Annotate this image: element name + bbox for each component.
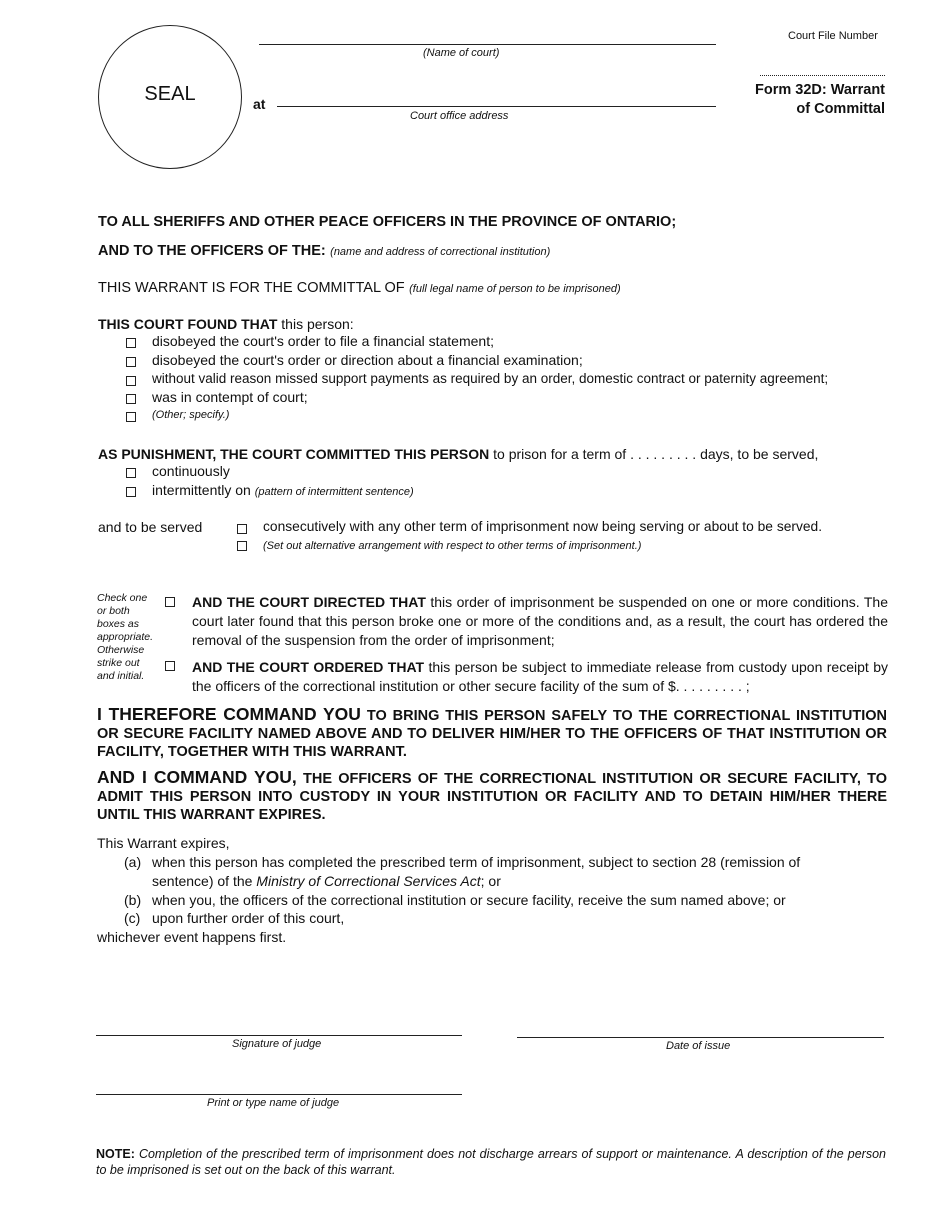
at-label: at	[253, 96, 266, 112]
command-admit-lead: AND I COMMAND YOU,	[97, 767, 297, 787]
court-name-line	[259, 44, 716, 45]
court-name-caption: (Name of court)	[423, 47, 500, 59]
expiry-b-label: (b)	[124, 892, 142, 908]
side-note-line: appropriate.	[97, 631, 154, 643]
judge-name-caption: Print or type name of judge	[207, 1097, 340, 1109]
release-checkbox[interactable]	[165, 661, 175, 671]
punishment-lead-bold: AS PUNISHMENT, THE COURT COMMITTED THIS PERSON	[98, 446, 490, 462]
court-address-caption: Court office address	[410, 110, 509, 122]
warrant-for	[98, 279, 621, 298]
continuously-label: continuously	[152, 463, 230, 479]
suspended-paragraph	[192, 593, 888, 650]
suspended-rest: this order of imprisonment be suspended on one or more conditions. The court later found that this person broke one or more of the conditions and, as a result, the court has ordered the removal of the suspension from the order of imprisonment;	[192, 594, 888, 648]
checkbox[interactable]	[126, 376, 136, 386]
checkbox[interactable]	[126, 338, 136, 348]
expiry-a-line1: when this person has completed the prescribed term of imprisonment, subject to section 28 (remission of	[152, 854, 801, 870]
form-number: Form 32D: Warrant	[755, 82, 885, 98]
warrant-for-label: THIS WARRANT IS FOR THE COMMITTAL OF	[98, 280, 405, 296]
checkbox[interactable]	[237, 524, 247, 534]
release-bold: AND THE COURT ORDERED THAT	[192, 659, 425, 675]
side-note-line: and initial.	[97, 670, 145, 682]
command-bring	[97, 705, 887, 761]
side-note-line: boxes as	[97, 618, 140, 630]
seal-circle	[98, 25, 242, 169]
date-of-issue-caption: Date of issue	[666, 1040, 731, 1052]
finding-option-text: (Other; specify.)	[152, 409, 230, 421]
form-title: of Committal	[796, 101, 885, 117]
finding-option-text: disobeyed the court's order or direction about a financial examination;	[152, 352, 583, 368]
intermittently-hint: (pattern of intermittent sentence)	[254, 486, 414, 498]
expiry-b-text: when you, the officers of the correctional institution or secure facility, receive the sum named above; or	[152, 892, 786, 908]
judge-signature-line[interactable]	[96, 1035, 462, 1036]
judge-name-line[interactable]	[96, 1094, 462, 1095]
release-rest: this person be subject to immediate release from custody upon receipt by the officers of the correctional institution or other secure facility of the sum of $. . . . . . . . . ;	[192, 659, 888, 694]
suspended-bold: AND THE COURT DIRECTED THAT	[192, 594, 426, 610]
served-label: and to be served	[98, 519, 203, 535]
punishment-lead	[98, 445, 818, 464]
release-paragraph	[192, 658, 888, 696]
intermittently-text	[152, 482, 414, 498]
note-label: NOTE:	[96, 1147, 135, 1161]
court-address-line	[277, 106, 716, 107]
salutation-officers	[98, 242, 550, 260]
officers-hint: (name and address of correctional institution)	[330, 246, 551, 258]
command-admit-text: THE OFFICERS OF THE CORRECTIONAL INSTITUTION OR SECURE FACILITY, TO ADMIT THIS PERSON INTO CUSTODY IN YOUR INSTITUTION OR FACILITY AND TO DETAIN HIM/HER THERE UNTIL THIS WARRANT EXPIRES.	[97, 771, 887, 823]
date-of-issue-line[interactable]	[517, 1037, 884, 1038]
act-name: Ministry of Correctional Services Act	[256, 873, 481, 889]
note-text: Completion of the prescribed term of imprisonment does not discharge arrears of support or maintenance. A description of the person to be imprisoned is set out on the back of this warrant.	[96, 1147, 886, 1177]
salutation-to-all: TO ALL SHERIFFS AND OTHER PEACE OFFICERS IN THE PROVINCE OF ONTARIO;	[98, 214, 677, 230]
checkbox[interactable]	[126, 412, 136, 422]
expiry-a-line2	[152, 872, 501, 891]
findings-lead-rest: this person:	[281, 316, 354, 332]
warrant-for-hint: (full legal name of person to be imprisoned)	[409, 283, 621, 295]
expiry-a-line2-start: sentence) of the	[152, 873, 253, 889]
court-file-label: Court File Number	[788, 30, 878, 42]
alternative-label: (Set out alternative arrangement with respect to other terms of imprisonment.)	[263, 540, 642, 552]
side-note-line: Check one	[97, 592, 148, 604]
side-note-line: strike out	[97, 657, 140, 669]
finding-option-text: without valid reason missed support payments as required by an order, domestic contract or paternity agreement;	[152, 371, 829, 386]
punishment-lead-rest: to prison for a term of . . . . . . . . . days, to be served,	[493, 446, 819, 462]
judge-signature-caption: Signature of judge	[232, 1038, 322, 1050]
expiry-c-label: (c)	[124, 910, 141, 926]
expiry-c-text: upon further order of this court,	[152, 910, 345, 926]
findings-lead	[98, 315, 354, 334]
expiry-a-line2-end: ; or	[480, 873, 501, 889]
side-note-line: or both	[97, 605, 130, 617]
court-file-number-line	[760, 75, 885, 76]
checkbox[interactable]	[237, 541, 247, 551]
check-side-note	[97, 592, 169, 683]
note	[96, 1146, 886, 1178]
suspended-checkbox[interactable]	[165, 597, 175, 607]
consecutive-label: consecutively with any other term of imprisonment now being serving or about to be served.	[263, 519, 823, 534]
intermittently-label: intermittently on	[152, 482, 251, 498]
command-bring-text: TO BRING THIS PERSON SAFELY TO THE CORRECTIONAL INSTITUTION OR SECURE FACILITY NAMED ABOVE AND TO DELIVER HIM/HER TO THE OFFICERS OF THAT INSTITUTION OR FACILITY, TOGETHER WITH THIS WARRANT.	[97, 708, 887, 760]
officers-label: AND TO THE OFFICERS OF THE:	[98, 243, 326, 259]
checkbox[interactable]	[126, 468, 136, 478]
findings-lead-bold: THIS COURT FOUND THAT	[98, 316, 278, 332]
side-note-line: Otherwise	[97, 644, 145, 656]
command-bring-lead: I THEREFORE COMMAND YOU	[97, 704, 361, 724]
expiry-a-label: (a)	[124, 854, 142, 870]
finding-option-text: disobeyed the court's order to file a financial statement;	[152, 333, 494, 349]
expiry-closing: whichever event happens first.	[97, 929, 287, 945]
checkbox[interactable]	[126, 394, 136, 404]
expiry-lead: This Warrant expires,	[97, 835, 230, 851]
finding-option-text: was in contempt of court;	[152, 389, 308, 405]
command-admit	[97, 768, 887, 824]
checkbox[interactable]	[126, 357, 136, 367]
checkbox[interactable]	[126, 487, 136, 497]
seal-label: SEAL	[144, 83, 196, 105]
